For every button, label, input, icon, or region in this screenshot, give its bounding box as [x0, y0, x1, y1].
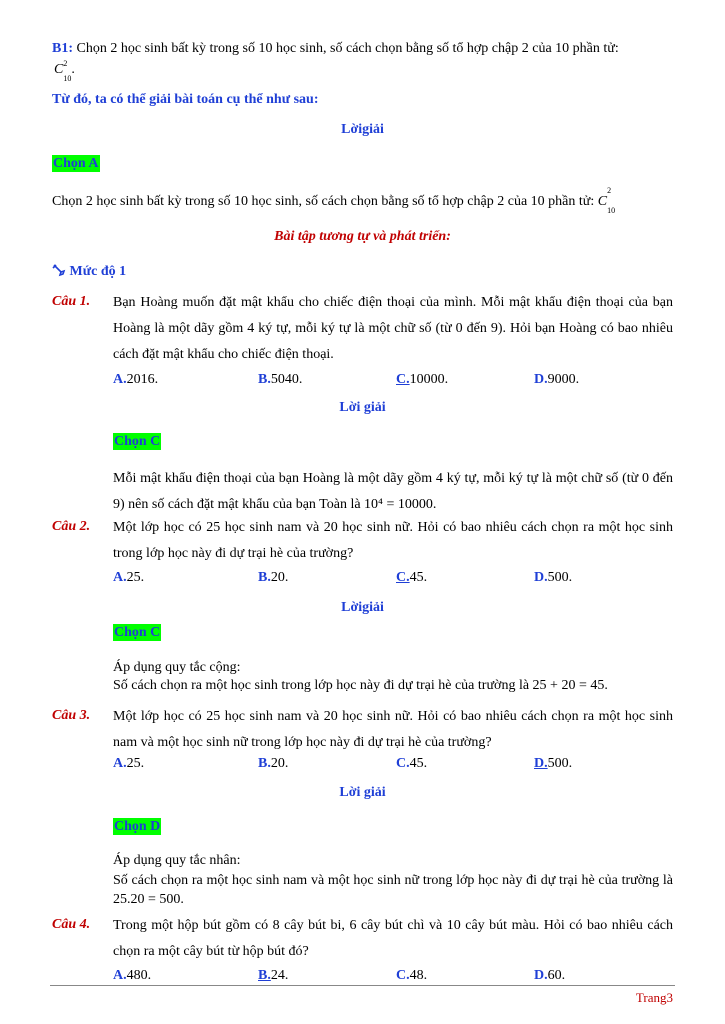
q3-answer-badge: Chọn D	[114, 819, 161, 834]
main-solution-text: Chọn 2 học sinh bất kỳ trong số 10 học sinh, số cách chọn bằng số tổ hợp chập 2 của 10 phần tử: C 2 $_{10}$	[52, 186, 616, 215]
q3-option-c[interactable]: C.45.	[396, 756, 428, 771]
q2-solution-title: Lờigiải	[341, 600, 384, 615]
q3-option-b[interactable]: B.20.	[258, 756, 289, 771]
q1-option-d[interactable]: D.9000.	[534, 372, 580, 387]
q2-solution-line-1: Áp dụng quy tắc cộng:	[113, 660, 241, 675]
q2-option-c[interactable]: C.45.	[396, 570, 428, 585]
q4-option-d[interactable]: D.60.	[534, 968, 566, 983]
q3-solution-title: Lời giải	[339, 785, 386, 800]
question-3-label: Câu 3.	[52, 708, 91, 723]
question-2-label: Câu 2.	[52, 519, 91, 534]
main-answer-badge: Chọn A	[53, 156, 99, 171]
q1-option-a[interactable]: A.2016.	[113, 372, 159, 387]
question-4-text: Trong một hộp bút gồm có 8 cây bút bi, 6 cây bút chì và 10 cây bút màu. Hỏi có bao nhiêu cách chọn ra một cây bút từ hộp bút đó?	[113, 918, 673, 959]
question-2-text: Một lớp học có 25 học sinh nam và 20 học sinh nữ. Hỏi có bao nhiêu cách chọn ra một học sinh trong lớp học này đi dự trại hè của trường?	[113, 520, 673, 561]
q1-solution-text: Mỗi mật khẩu điện thoại của bạn Hoàng là một dãy gồm 4 ký tự, mỗi ký tự là một chữ số (từ 0 đến 9) nên số cách đặt mật khẩu của bạn Toàn là 10⁴ = 10000.	[113, 471, 673, 512]
intro-text: Từ đó, ta có thể giải bài toán cụ thể như sau:	[52, 92, 319, 107]
b1-paragraph	[52, 38, 677, 60]
pencil-hand-icon	[52, 263, 66, 277]
q2-option-a[interactable]: A.25.	[113, 570, 145, 585]
q4-option-a[interactable]: A.480.	[113, 968, 152, 983]
q4-option-b[interactable]: B.24.	[258, 968, 289, 983]
q4-option-c[interactable]: C.48.	[396, 968, 428, 983]
q2-answer-badge: Chọn C	[114, 625, 161, 640]
q1-option-b[interactable]: B.5040.	[258, 372, 303, 387]
q1-option-c[interactable]: C.10000.	[396, 372, 449, 387]
q3-solution-line-2: Số cách chọn ra một học sinh nam và một học sinh nữ trong lớp học này đi dự trại hè của trường là 25.20 = 500.	[113, 873, 673, 907]
b1-label: B1:	[52, 41, 73, 56]
level-heading: Mức độ 1	[52, 263, 126, 280]
question-4-label: Câu 4.	[52, 917, 91, 932]
question-3-text: Một lớp học có 25 học sinh nam và 20 học sinh nữ. Hỏi có bao nhiêu cách chọn ra một học sinh nam và một học sinh nữ trong lớp học này đi dự trại hè của trường?	[113, 709, 673, 750]
question-1-text: Bạn Hoàng muốn đặt mật khẩu cho chiếc điện thoại của mình. Mỗi mật khẩu điện thoại của bạn Hoàng là một dãy gồm 4 ký tự, mỗi ký tự là một chữ số (từ 0 đến 9). Hỏi bạn Hoàng có bao nhiêu cách đặt mật khẩu cho chiếc điện thoại.	[113, 295, 673, 362]
q3-option-d[interactable]: D.500.	[534, 756, 573, 771]
q2-solution-line-2: Số cách chọn ra một học sinh trong lớp học này đi dự trại hè của trường là 25 + 20 = 45.	[113, 678, 608, 693]
b1-text: Chọn 2 học sinh bất kỳ trong số 10 học sinh, số cách chọn bằng số tổ hợp chập 2 của 10 phần tử:	[76, 41, 619, 56]
q3-solution-line-1: Áp dụng quy tắc nhân:	[113, 853, 241, 868]
q1-answer-badge: Chọn C	[114, 434, 161, 449]
similar-exercises-title: Bài tập tương tự và phát triển:	[274, 229, 451, 244]
main-solution-title: Lờigiải	[341, 122, 384, 137]
q2-option-b[interactable]: B.20.	[258, 570, 289, 585]
page-number: Trang3	[635, 990, 673, 1005]
q2-option-d[interactable]: D.500.	[534, 570, 573, 585]
b1-math: C 2 $_{10}$.	[54, 59, 75, 83]
q1-solution-title: Lời giải	[339, 400, 386, 415]
question-1-label: Câu 1.	[52, 294, 91, 309]
q3-option-a[interactable]: A.25.	[113, 756, 145, 771]
footer-divider	[50, 985, 675, 986]
